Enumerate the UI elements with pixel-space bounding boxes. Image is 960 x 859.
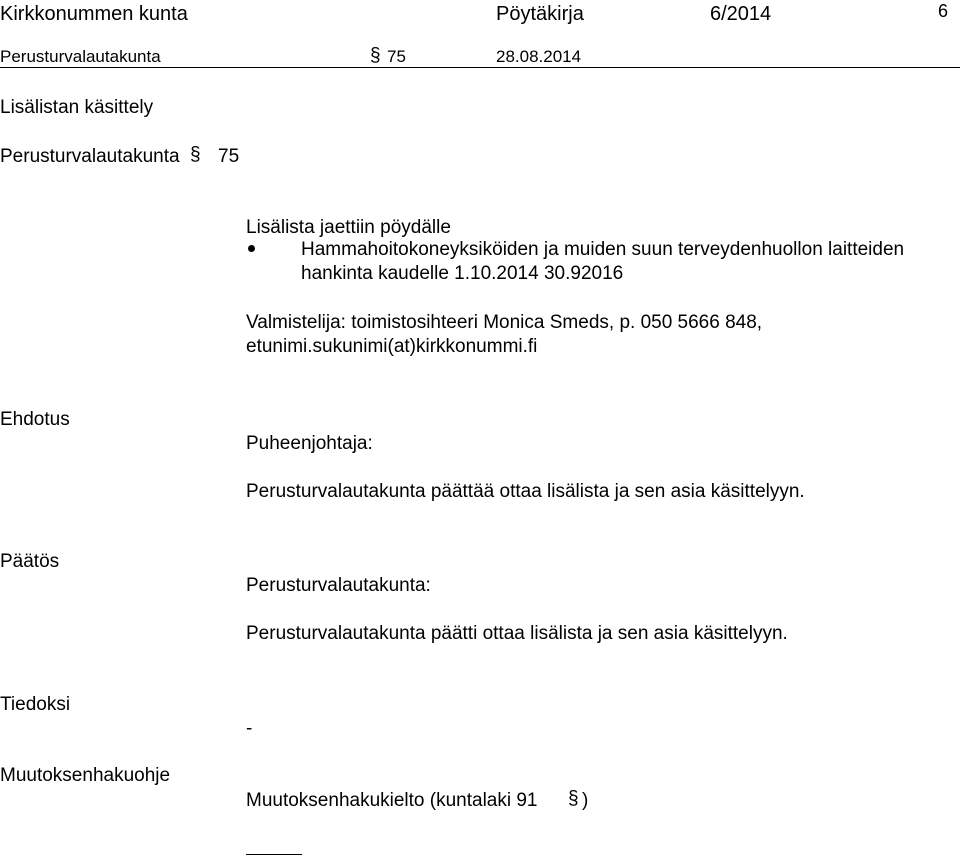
document-number: 6/2014 bbox=[710, 3, 772, 25]
bullet-dot-icon bbox=[248, 245, 255, 252]
decision-label: Päätös bbox=[0, 551, 60, 572]
proposal-speaker: Puheenjohtaja: bbox=[246, 433, 373, 454]
item-section-number: 75 bbox=[218, 146, 240, 167]
page-number: 6 bbox=[938, 1, 949, 21]
preparer-line-2: etunimi.sukunimi(at)kirkkonummi.fi bbox=[246, 336, 538, 357]
closing-underline bbox=[246, 854, 302, 855]
decision-text: Perusturvalautakunta päätti ottaa lisälista ja sen asia käsittelyyn. bbox=[246, 623, 788, 644]
appeal-close-paren: ) bbox=[582, 790, 589, 811]
item-title: Lisälistan käsittely bbox=[0, 97, 154, 118]
header-rule bbox=[0, 67, 960, 68]
intro-text: Lisälista jaettiin pöydälle bbox=[246, 217, 451, 238]
decision-speaker: Perusturvalautakunta: bbox=[246, 575, 431, 596]
info-label: Tiedoksi bbox=[0, 694, 71, 715]
proposal-label: Ehdotus bbox=[0, 409, 70, 430]
info-value: - bbox=[246, 718, 253, 739]
bullet-line-1: Hammahoitokoneyksiköiden ja muiden suun terveydenhuollon laitteiden bbox=[301, 239, 905, 260]
section-symbol: § bbox=[370, 45, 381, 66]
item-board-ref: Perusturvalautakunta bbox=[0, 146, 180, 167]
appeal-section-symbol: § bbox=[568, 788, 579, 809]
municipality-name: Kirkkonummen kunta bbox=[0, 3, 188, 25]
item-section-symbol: § bbox=[190, 144, 201, 165]
meeting-date: 28.08.2014 bbox=[496, 47, 582, 66]
header-board: Perusturvalautakunta bbox=[0, 47, 161, 66]
document-type: Pöytäkirja bbox=[496, 3, 584, 25]
proposal-text: Perusturvalautakunta päättää ottaa lisälista ja sen asia käsittelyyn. bbox=[246, 481, 805, 502]
section-number: 75 bbox=[387, 47, 406, 66]
bullet-line-2: hankinta kaudelle 1.10.2014 30.92016 bbox=[301, 263, 624, 284]
appeal-label: Muutoksenhakuohje bbox=[0, 765, 171, 786]
appeal-text: Muutoksenhakukielto (kuntalaki 91 bbox=[246, 790, 538, 811]
preparer-line-1: Valmistelija: toimistosihteeri Monica Smeds, p. 050 5666 848, bbox=[246, 312, 763, 333]
